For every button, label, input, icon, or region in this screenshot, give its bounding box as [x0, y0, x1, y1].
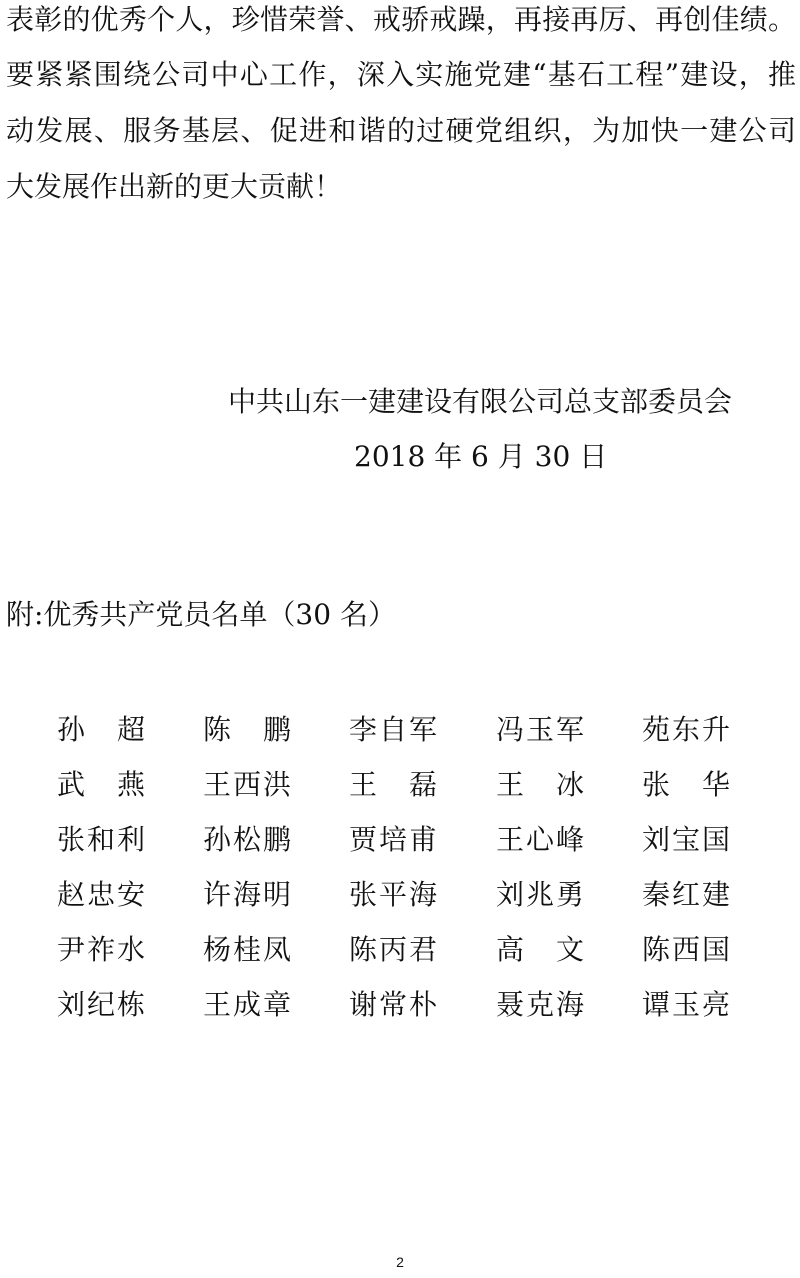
attachment-title: 附:优秀共产党员名单（30 名）	[6, 598, 396, 631]
member-name: 孙松鹏	[203, 823, 291, 856]
member-name: 孙超	[57, 713, 145, 746]
body-paragraph-line-2: 要紧紧围绕公司中心工作，深入实施党建“基石工程”建设，推	[6, 58, 796, 91]
member-name: 杨桂凤	[203, 933, 291, 966]
member-name: 冯玉军	[496, 713, 584, 746]
member-name: 王成章	[203, 988, 291, 1021]
body-paragraph-line-3: 动发展、服务基层、促进和谐的过硬党组织，为加快一建公司	[6, 114, 796, 147]
member-name: 苑东升	[642, 713, 730, 746]
member-name: 张平海	[349, 878, 437, 911]
member-name: 王磊	[349, 768, 437, 801]
member-name: 张华	[642, 768, 730, 801]
member-name: 秦红建	[642, 878, 730, 911]
page-number: 2	[396, 1254, 404, 1270]
member-name: 武燕	[57, 768, 145, 801]
member-name: 谭玉亮	[642, 988, 730, 1021]
member-name: 王西洪	[203, 768, 291, 801]
body-paragraph-line-1: 表彰的优秀个人，珍惜荣誉、戒骄戒躁，再接再厉、再创佳绩。	[6, 3, 796, 36]
member-name: 刘宝国	[642, 823, 730, 856]
body-paragraph-line-4: 大发展作出新的更大贡献！	[6, 170, 343, 203]
member-name: 王心峰	[496, 823, 584, 856]
member-name: 高文	[496, 933, 584, 966]
member-name: 刘兆勇	[496, 878, 584, 911]
member-name: 尹祚水	[57, 933, 145, 966]
member-name: 赵忠安	[57, 878, 145, 911]
member-name: 聂克海	[496, 988, 584, 1021]
member-name: 李自军	[349, 713, 437, 746]
member-name: 刘纪栋	[57, 988, 145, 1021]
member-name: 陈丙君	[349, 933, 437, 966]
member-name: 陈西国	[642, 933, 730, 966]
member-name: 许海明	[203, 878, 291, 911]
member-name: 王冰	[496, 768, 584, 801]
member-name: 张和利	[57, 823, 145, 856]
member-name: 陈鹏	[203, 713, 291, 746]
signature-organization: 中共山东一建建设有限公司总支部委员会	[228, 385, 733, 418]
member-name: 谢常朴	[349, 988, 437, 1021]
member-name: 贾培甫	[349, 823, 437, 856]
signature-date: 2018 年 6 月 30 日	[354, 440, 608, 473]
